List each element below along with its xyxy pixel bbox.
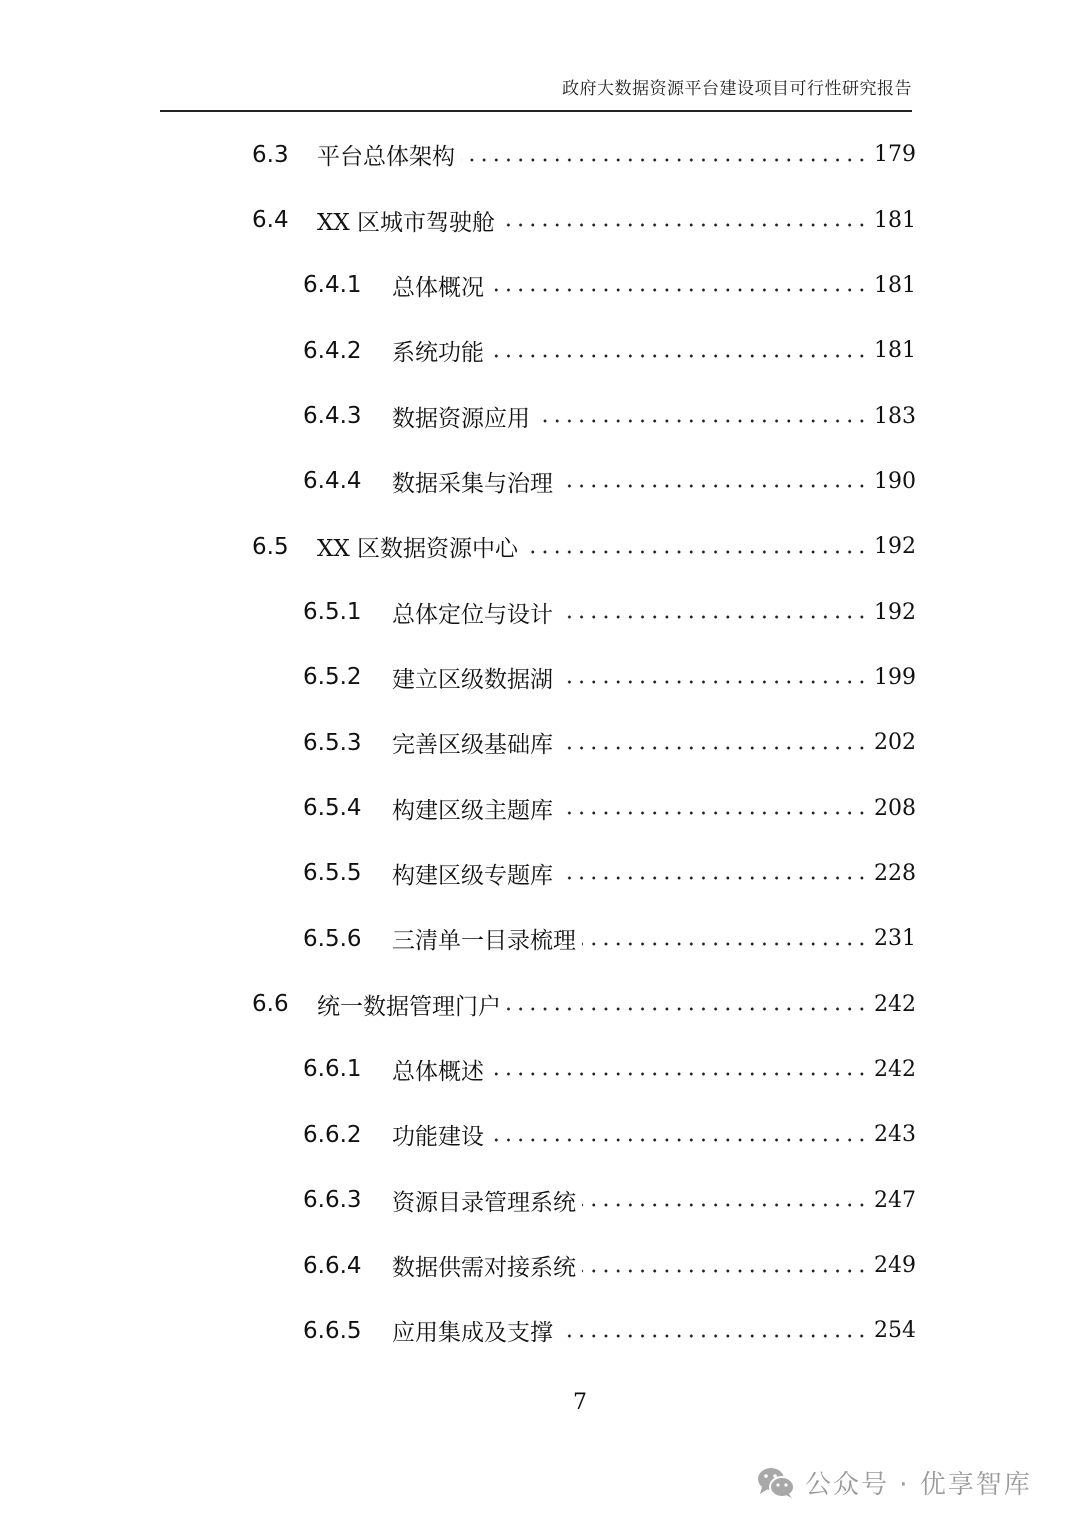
- running-header: 政府大数据资源平台建设项目可行性研究报告: [562, 79, 912, 99]
- toc-entry[interactable]: [0, 775, 1080, 840]
- toc-entry-page: 208: [874, 795, 916, 821]
- dot-leader: [490, 1072, 868, 1076]
- watermark: [757, 1464, 1032, 1501]
- wechat-icon: [757, 1467, 795, 1499]
- toc-entry-title: 构建区级主题库: [392, 797, 553, 824]
- toc-entry[interactable]: [0, 645, 1080, 710]
- dot-leader: [501, 223, 868, 227]
- toc-entry-page: 179: [874, 142, 916, 168]
- toc-entry-number: 6.5: [252, 533, 289, 560]
- table-of-contents: [0, 122, 1080, 1364]
- dot-leader: [524, 550, 868, 554]
- toc-entry-title: 资源目录管理系统: [392, 1189, 576, 1216]
- toc-entry-page: 192: [874, 534, 916, 560]
- toc-entry-title: 总体概述: [392, 1058, 484, 1085]
- toc-entry-number: 6.6.4: [303, 1252, 362, 1279]
- dot-leader: [582, 942, 868, 946]
- toc-entry[interactable]: [0, 1168, 1080, 1233]
- toc-entry-number: 6.6.3: [303, 1187, 362, 1214]
- toc-entry-title: 数据资源应用: [392, 405, 530, 432]
- toc-entry-title: 系统功能: [392, 340, 484, 367]
- toc-entry[interactable]: [0, 449, 1080, 514]
- toc-entry-title: XX 区城市驾驶舱: [317, 209, 496, 236]
- dot-leader: [582, 1203, 868, 1207]
- dot-leader: [559, 811, 868, 815]
- toc-entry-number: 6.6.1: [303, 1056, 362, 1083]
- toc-entry-number: 6.5.4: [303, 795, 362, 822]
- toc-entry-title: 总体概况: [392, 274, 484, 301]
- toc-entry-number: 6.5.3: [303, 729, 362, 756]
- toc-entry[interactable]: [0, 187, 1080, 252]
- toc-entry-page: 183: [874, 403, 916, 429]
- toc-entry-number: 6.5.2: [303, 664, 362, 691]
- toc-entry[interactable]: [0, 906, 1080, 971]
- toc-entry-page: 242: [874, 1056, 916, 1082]
- toc-entry-page: 243: [874, 1122, 916, 1148]
- toc-entry-number: 6.6.5: [303, 1317, 362, 1344]
- toc-entry-title: 数据供需对接系统: [392, 1255, 576, 1282]
- toc-entry-title: XX 区数据资源中心: [317, 536, 519, 563]
- toc-entry-title: 统一数据管理门户: [317, 993, 501, 1020]
- toc-entry-number: 6.4.3: [303, 403, 362, 430]
- toc-entry-page: 247: [874, 1187, 916, 1213]
- dot-leader: [490, 1138, 868, 1142]
- toc-entry-number: 6.4.1: [303, 272, 362, 299]
- toc-entry-title: 总体定位与设计: [392, 601, 553, 628]
- toc-entry-page: 181: [874, 272, 916, 298]
- toc-entry-page: 192: [874, 599, 916, 625]
- toc-entry-number: 6.5.6: [303, 925, 362, 952]
- dot-leader: [490, 354, 868, 358]
- dot-leader: [559, 615, 868, 619]
- toc-entry-page: 228: [874, 860, 916, 886]
- dot-leader: [582, 1269, 868, 1273]
- dot-leader: [461, 158, 868, 162]
- toc-entry[interactable]: [0, 253, 1080, 318]
- toc-entry-title: 建立区级数据湖: [392, 666, 553, 693]
- toc-entry-page: 181: [874, 207, 916, 233]
- toc-entry-page: 249: [874, 1253, 916, 1279]
- toc-entry-title: 数据采集与治理: [392, 470, 553, 497]
- toc-entry[interactable]: [0, 1037, 1080, 1102]
- toc-entry[interactable]: [0, 383, 1080, 448]
- toc-entry-title: 功能建设: [392, 1124, 484, 1151]
- dot-leader: [559, 876, 868, 880]
- toc-entry-page: 231: [874, 926, 916, 952]
- toc-entry-page: 190: [874, 468, 916, 494]
- toc-entry[interactable]: [0, 514, 1080, 579]
- dot-leader: [559, 1334, 868, 1338]
- toc-entry-number: 6.6: [252, 991, 289, 1018]
- toc-entry-number: 6.4.4: [303, 468, 362, 495]
- toc-entry-page: 202: [874, 730, 916, 756]
- toc-entry-page: 242: [874, 991, 916, 1017]
- toc-entry[interactable]: [0, 1298, 1080, 1363]
- page-number: 7: [573, 1390, 587, 1415]
- toc-entry[interactable]: [0, 318, 1080, 383]
- toc-entry-number: 6.4.2: [303, 337, 362, 364]
- toc-entry-number: 6.5.5: [303, 860, 362, 887]
- toc-entry-title: 平台总体架构: [317, 144, 455, 171]
- watermark-text: 公众号 · 优享智库: [805, 1470, 1032, 1500]
- toc-entry-number: 6.4: [252, 207, 289, 234]
- toc-entry[interactable]: [0, 1102, 1080, 1167]
- toc-entry-title: 完善区级基础库: [392, 732, 553, 759]
- toc-entry-number: 6.6.2: [303, 1121, 362, 1148]
- toc-entry-title: 应用集成及支撑: [392, 1320, 553, 1347]
- toc-entry[interactable]: [0, 579, 1080, 644]
- toc-entry-title: 构建区级专题库: [392, 862, 553, 889]
- dot-leader: [559, 746, 868, 750]
- toc-entry-page: 181: [874, 338, 916, 364]
- dot-leader: [507, 1007, 868, 1011]
- toc-entry-page: 254: [874, 1318, 916, 1344]
- dot-leader: [559, 484, 868, 488]
- toc-entry-page: 199: [874, 664, 916, 690]
- dot-leader: [559, 680, 868, 684]
- toc-entry[interactable]: [0, 841, 1080, 906]
- toc-entry[interactable]: [0, 122, 1080, 187]
- header-rule: [160, 110, 912, 112]
- toc-entry-title: 三清单一目录梳理: [392, 928, 576, 955]
- dot-leader: [536, 419, 868, 423]
- dot-leader: [490, 288, 868, 292]
- toc-entry[interactable]: [0, 971, 1080, 1036]
- toc-entry[interactable]: [0, 1233, 1080, 1298]
- toc-entry[interactable]: [0, 710, 1080, 775]
- toc-entry-number: 6.3: [252, 141, 289, 168]
- toc-entry-number: 6.5.1: [303, 599, 362, 626]
